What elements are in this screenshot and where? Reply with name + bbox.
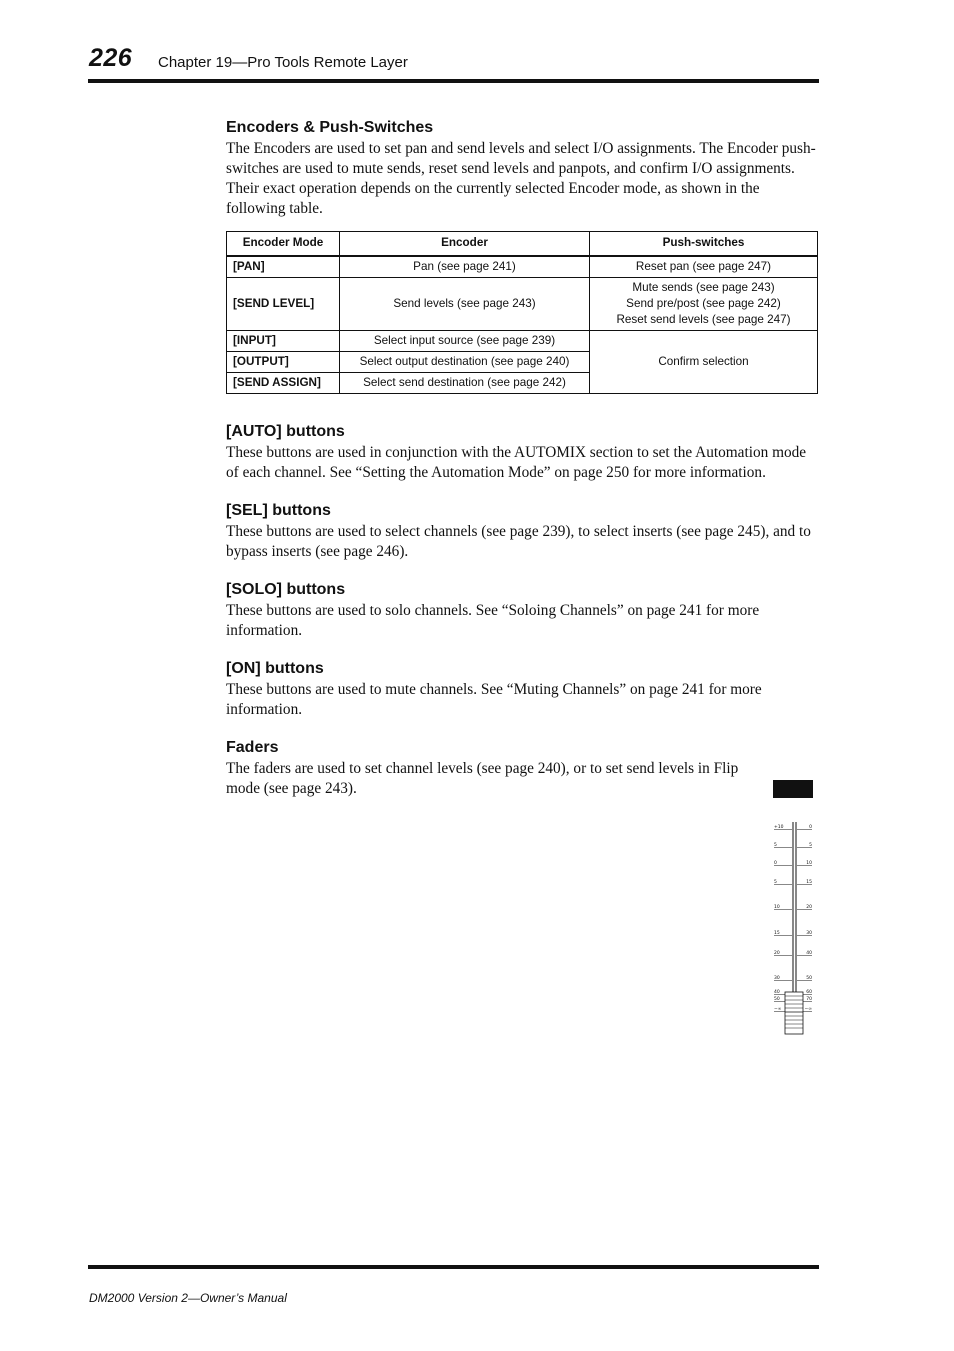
table-header-cell: Push-switches xyxy=(590,232,818,256)
section-body: These buttons are used to mute channels. See “Muting Channels” on page 241 for more information. xyxy=(226,680,762,718)
section-body: These buttons are used to select channels (see page 239), to select inserts (see page 245), and to bypass inserts (see page 246). xyxy=(226,522,811,560)
section-on-buttons xyxy=(226,659,818,720)
encoder-cell: Send levels (see page 243) xyxy=(340,277,590,330)
encoder-cell: Pan (see page 241) xyxy=(340,256,590,278)
encoder-mode-table xyxy=(226,231,818,394)
footer-text: DM2000 Version 2—Owner’s Manual xyxy=(89,1291,287,1305)
fader-scale-right-label: 60 xyxy=(806,990,812,995)
fader-scale-right-label: 20 xyxy=(806,905,812,910)
table-row xyxy=(227,256,818,278)
fader-illustration xyxy=(772,780,814,1040)
section-body: These buttons are used in conjunction with the AUTOMIX section to set the Automation mode of each channel. See “Setting the Automation Mode” on page 250 for more information. xyxy=(226,443,807,481)
push-line: Reset send levels (see page 247) xyxy=(616,312,791,326)
section-faders xyxy=(226,738,746,799)
section-heading: [AUTO] buttons xyxy=(226,422,345,440)
section-heading: Encoders & Push-Switches xyxy=(226,119,434,136)
page-number: 226 xyxy=(89,44,133,72)
fader-scale-right-label: 70 xyxy=(806,997,812,1002)
page-content xyxy=(226,118,818,817)
section-sel-buttons xyxy=(226,501,818,562)
table-row xyxy=(227,330,818,351)
mode-cell: [OUTPUT] xyxy=(227,351,340,372)
push-line: Mute sends (see page 243) xyxy=(632,280,775,294)
push-cell xyxy=(590,277,818,330)
section-body: The Encoders are used to set pan and send levels and select I/O assignments. The Encoder push-switches are used to mute sends, reset send levels and panpots, and confirm I/O assignments. Their exact operation depends on the currently selected Encoder mode, as shown in the following table. xyxy=(226,140,816,217)
fader-scale-right-label: 30 xyxy=(806,931,812,936)
section-solo-buttons xyxy=(226,580,818,641)
mode-cell: [SEND LEVEL] xyxy=(227,277,340,330)
mode-cell: [INPUT] xyxy=(227,330,340,351)
fader-knob xyxy=(785,992,803,1034)
section-heading: Faders xyxy=(226,738,279,756)
fader-scale-left-label: 20 xyxy=(774,951,780,956)
push-cell-merged: Confirm selection xyxy=(590,330,818,393)
fader-scale-left-label: 15 xyxy=(774,931,780,936)
fader-scale-right-label: 15 xyxy=(806,880,812,885)
header-rule xyxy=(88,79,819,83)
fader-label-block xyxy=(773,780,813,798)
fader-scale-right-label: 0 xyxy=(809,825,812,830)
table-header-cell: Encoder Mode xyxy=(227,232,340,256)
section-heading: [SOLO] buttons xyxy=(226,580,346,598)
fader-scale-left-label: 30 xyxy=(774,976,780,981)
fader-scale-right-label: 5 xyxy=(809,843,812,848)
table-row xyxy=(227,277,818,330)
fader-scale-left-label: 50 xyxy=(774,997,780,1002)
section-heading: [ON] buttons xyxy=(226,659,324,677)
fader-scale-left-label: 5 xyxy=(774,843,777,848)
section-auto-buttons xyxy=(226,422,818,483)
section-encoders xyxy=(226,118,818,394)
fader-scale-right-label: −∞ xyxy=(804,1007,812,1012)
section-body: The faders are used to set channel levels (see page 240), or to set send levels in Flip mode (see page 243). xyxy=(226,759,739,797)
section-body: These buttons are used to solo channels. See “Soloing Channels” on page 241 for more information. xyxy=(226,601,760,639)
fader-scale-left-label: 0 xyxy=(774,861,777,866)
mode-cell: [SEND ASSIGN] xyxy=(227,372,340,393)
fader-scale-right-label: 50 xyxy=(806,976,812,981)
fader-scale-right-label: 40 xyxy=(806,951,812,956)
encoder-cell: Select send destination (see page 242) xyxy=(340,372,590,393)
table-header-row xyxy=(227,232,818,256)
chapter-title: Chapter 19—Pro Tools Remote Layer xyxy=(158,54,408,71)
fader-scale-left-label: 10 xyxy=(774,905,780,910)
fader-scale-right-label: 10 xyxy=(806,861,812,866)
fader-scale-left-label: +10 xyxy=(774,825,784,830)
push-cell: Reset pan (see page 247) xyxy=(590,256,818,278)
fader-scale-left-label: 5 xyxy=(774,880,777,885)
encoder-cell: Select input source (see page 239) xyxy=(340,330,590,351)
section-heading: [SEL] buttons xyxy=(226,501,331,519)
encoder-cell: Select output destination (see page 240) xyxy=(340,351,590,372)
table-header-cell: Encoder xyxy=(340,232,590,256)
push-line: Send pre/post (see page 242) xyxy=(626,296,781,310)
mode-cell: [PAN] xyxy=(227,256,340,278)
footer-rule xyxy=(88,1265,819,1269)
fader-scale-left-label: 40 xyxy=(774,990,780,995)
fader-scale-left-label: −∞ xyxy=(774,1007,782,1012)
